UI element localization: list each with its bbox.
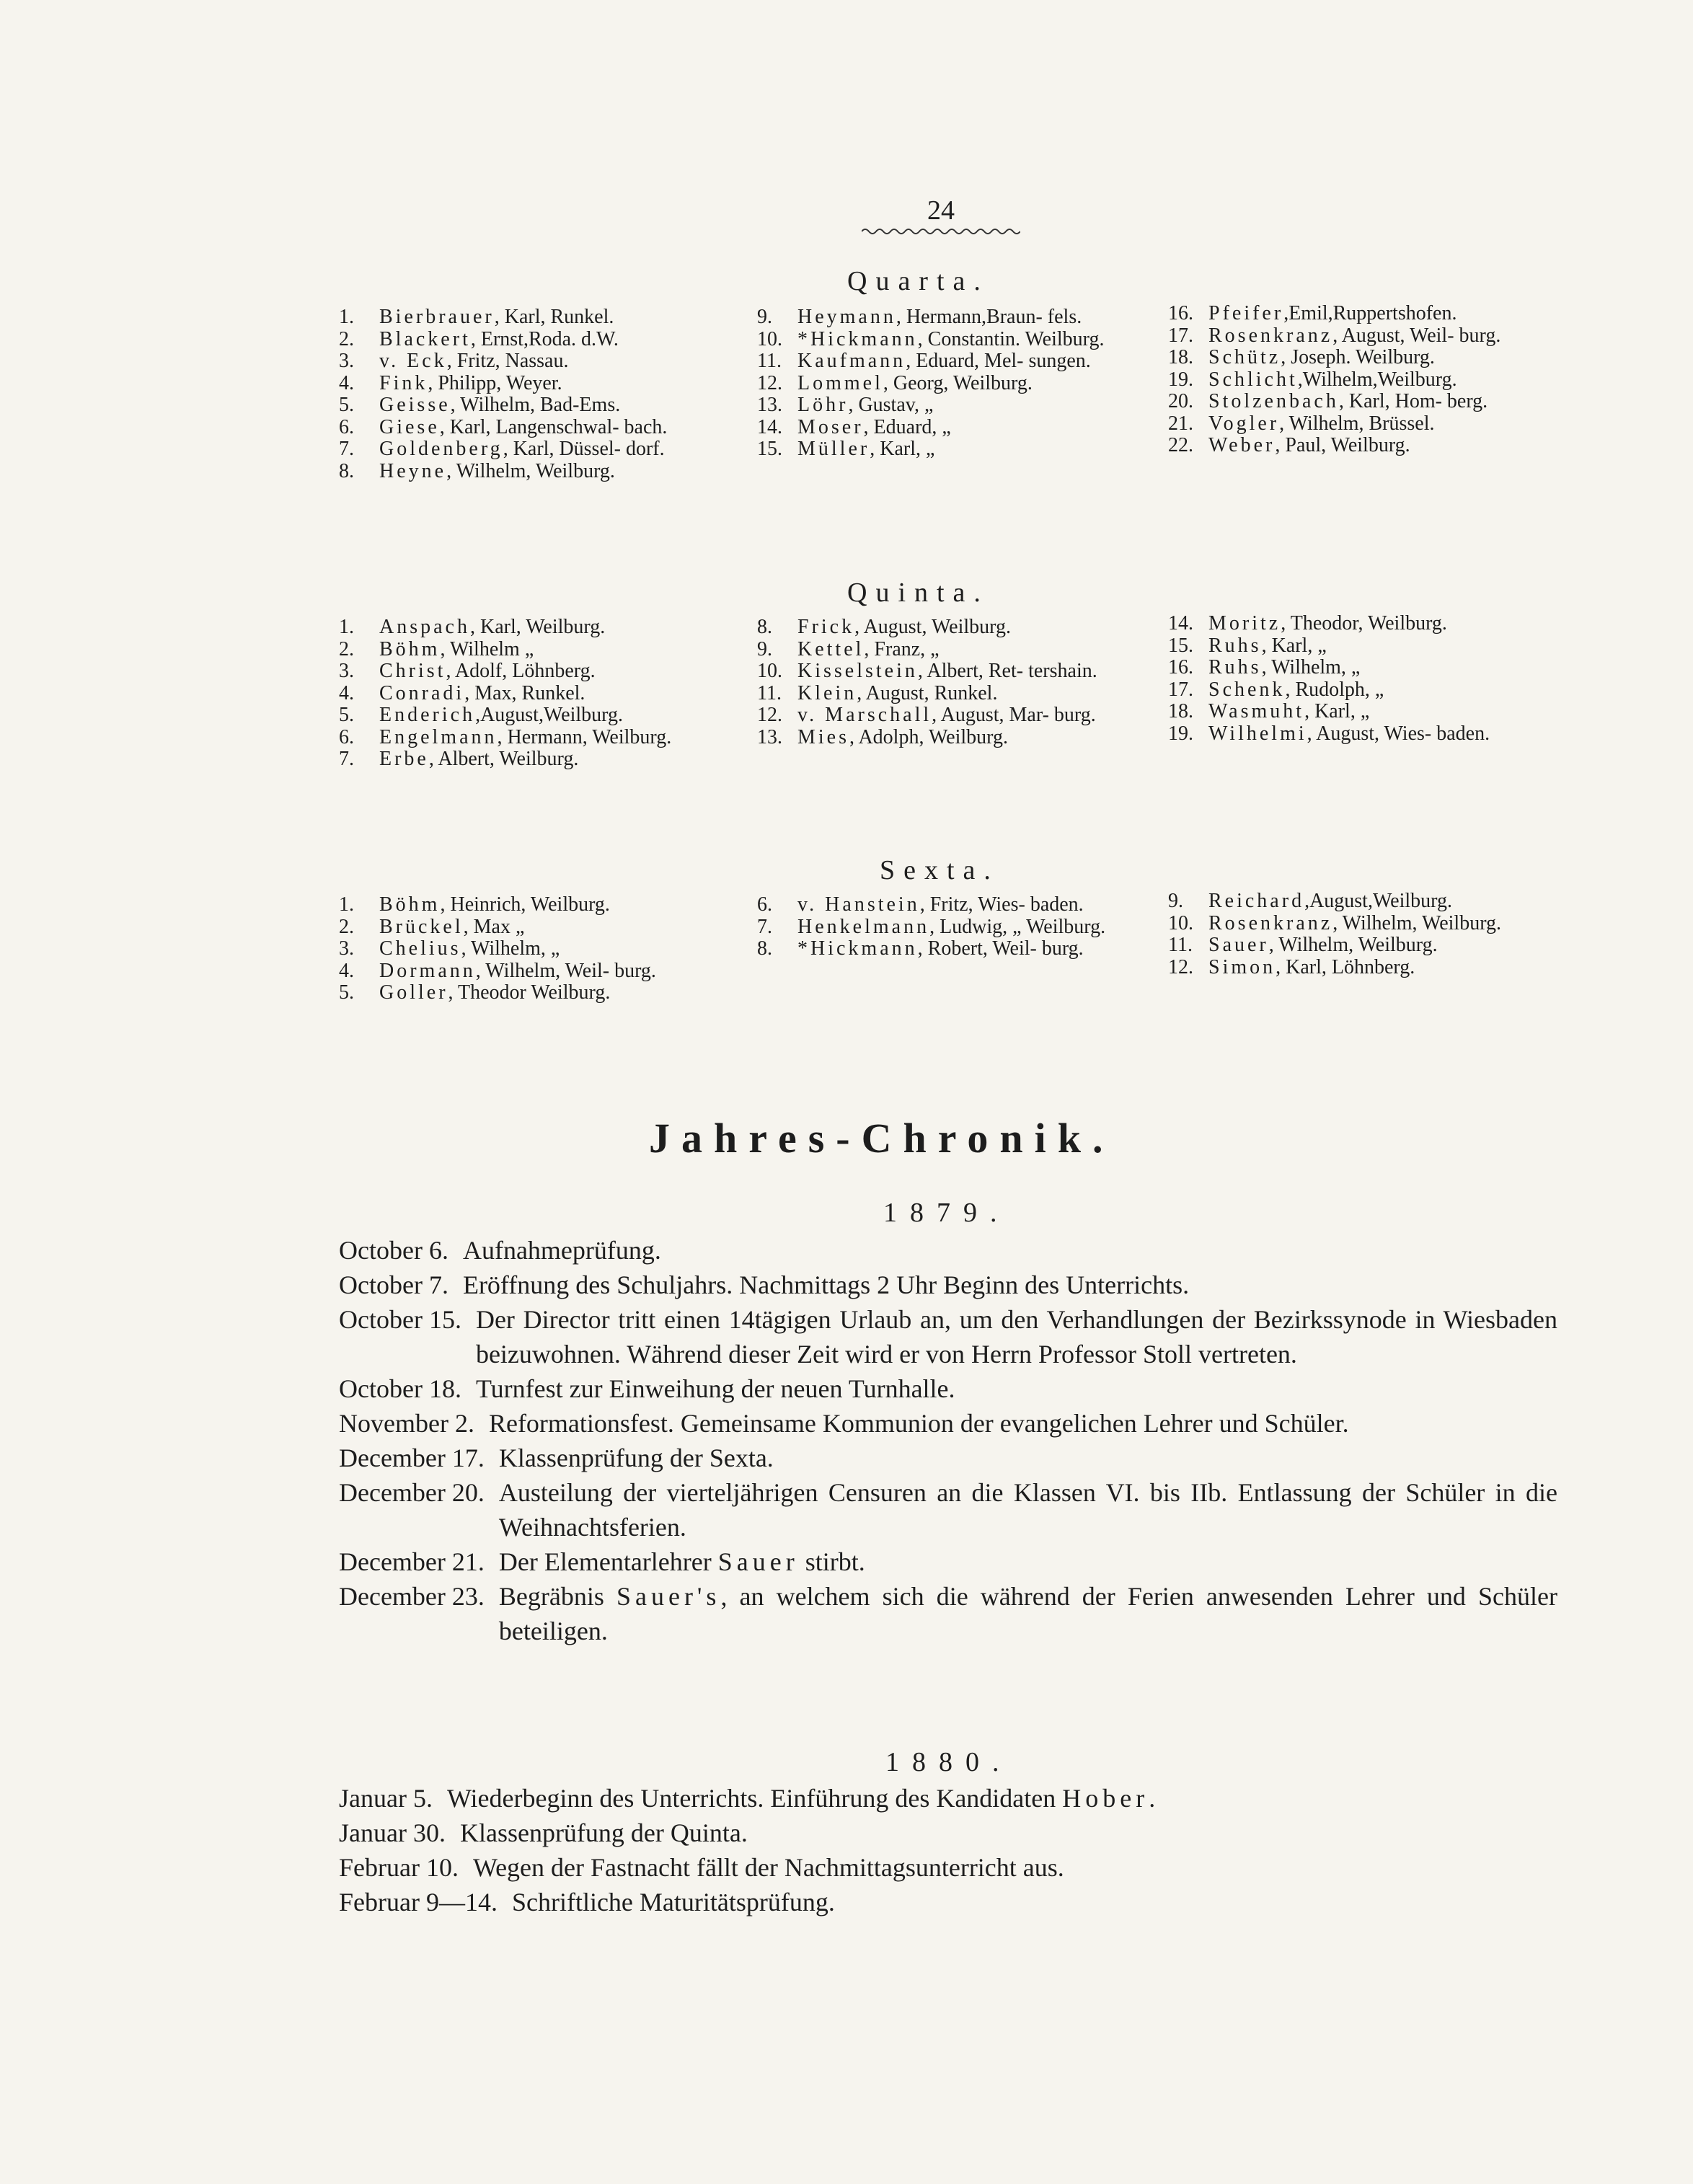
student-details: , Heinrich, Weilburg.	[440, 893, 610, 916]
student-entry	[1168, 723, 1572, 746]
student-surname: Simon	[1208, 955, 1276, 978]
student-entry	[1168, 913, 1572, 935]
student-surname: Giese	[379, 415, 440, 438]
student-details: , Fritz, Nassau.	[446, 350, 569, 372]
chronicle-entry	[339, 1781, 1557, 1816]
student-surname: Blackert	[379, 327, 471, 350]
chronicle-date: Februar 10.	[339, 1853, 459, 1882]
entry-number: 17.	[1168, 324, 1193, 347]
chronicle-text	[447, 1781, 1557, 1816]
student-details: , Karl, Hom- berg.	[1338, 390, 1488, 412]
student-entry	[757, 704, 1161, 727]
student-entry	[339, 683, 743, 705]
entry-number: 4.	[339, 371, 354, 394]
student-surname: Moritz	[1208, 612, 1281, 635]
student-details: , August, Weilburg.	[854, 616, 1011, 638]
entry-number: 19.	[1168, 368, 1193, 391]
chronicle-entry	[339, 1816, 1557, 1850]
student-entry	[757, 938, 1161, 960]
section-title-quinta: Quinta.	[847, 578, 989, 608]
student-details: , Eduard, „	[863, 415, 951, 438]
student-surname: Brückel	[379, 915, 464, 938]
chronicle-text	[499, 1579, 1557, 1648]
student-entry	[339, 639, 743, 661]
chronicle-entries-1879	[339, 1233, 1557, 1648]
sexta-column-3	[1168, 890, 1572, 978]
entry-number: 3.	[339, 350, 354, 372]
student-surname: Goller	[379, 981, 448, 1004]
student-surname: v. Marschall	[797, 704, 932, 726]
student-details: , Paul, Weilburg.	[1275, 434, 1410, 456]
student-surname: Conradi	[379, 681, 465, 704]
student-surname: Ruhs	[1208, 656, 1262, 678]
student-entry	[1168, 957, 1572, 979]
student-entry	[339, 894, 743, 916]
student-entry	[339, 306, 743, 329]
entry-number: 14.	[757, 415, 782, 438]
chronicle-person-name: Hober	[1062, 1784, 1149, 1813]
chronicle-text-post: stirbt.	[798, 1547, 865, 1576]
entry-number: 3.	[339, 937, 354, 960]
student-surname: Anspach	[379, 616, 470, 638]
student-details: , August, Mar- burg.	[932, 704, 1096, 726]
student-entry	[339, 329, 743, 351]
student-surname: Dormann	[379, 959, 476, 982]
student-entry	[1168, 679, 1572, 702]
entry-number: 5.	[339, 704, 354, 726]
student-details: , Wilhelm, „	[461, 937, 560, 960]
student-entry	[1168, 413, 1572, 436]
entry-number: 20.	[1168, 390, 1193, 412]
student-details: , Max, Runkel.	[464, 681, 585, 704]
student-surname: Reichard	[1208, 890, 1305, 912]
entry-number: 21.	[1168, 412, 1193, 435]
student-surname: Sauer	[1208, 934, 1269, 956]
sexta-column-2	[757, 894, 1161, 960]
year-1880: 1880.	[885, 1747, 1012, 1777]
student-surname: Bierbrauer	[379, 306, 495, 328]
student-details: , Constantin. Weilburg.	[917, 327, 1105, 350]
student-details: , Adolf, Löhnberg.	[446, 660, 596, 682]
student-entry	[339, 616, 743, 639]
student-entry	[1168, 435, 1572, 457]
chronicle-entry	[339, 1885, 1557, 1919]
entry-number: 4.	[339, 681, 354, 704]
page-number: 24	[927, 195, 955, 226]
year-1879: 1879.	[883, 1198, 1010, 1228]
entry-number: 8.	[339, 459, 354, 482]
entry-number: 15.	[1168, 634, 1193, 657]
student-surname: Weber	[1208, 434, 1276, 456]
student-details: , Fritz, Wies- baden.	[919, 893, 1084, 916]
section-title-quarta: Quarta.	[847, 266, 989, 296]
entry-number: 5.	[339, 394, 354, 416]
student-entry	[1168, 934, 1572, 957]
chronicle-entry	[339, 1475, 1557, 1544]
chronicle-text-pre: Begräbnis	[498, 1582, 616, 1611]
student-details: , Theodor, Weilburg.	[1281, 612, 1447, 635]
entry-number: 2.	[339, 915, 354, 938]
student-details: , Philipp, Weyer.	[428, 371, 562, 394]
entry-number: 17.	[1168, 678, 1193, 701]
student-entry	[339, 960, 743, 983]
chronicle-entry	[339, 1579, 1557, 1648]
student-details: ,Emil,Ruppertshofen.	[1283, 302, 1457, 324]
chronicle-text: Aufnahmeprüfung.	[462, 1236, 661, 1265]
student-entry	[339, 438, 743, 461]
student-details: , Wilhelm, Weilburg.	[446, 459, 615, 482]
quarta-column-1	[339, 306, 743, 482]
student-entry	[757, 916, 1161, 939]
student-details: , Rudolph, „	[1285, 678, 1384, 701]
student-surname: Schlicht	[1208, 368, 1298, 391]
student-details: ,Wilhelm,Weilburg.	[1297, 368, 1457, 391]
chronicle-entry	[339, 1544, 1557, 1579]
student-details: , Joseph. Weilburg.	[1281, 346, 1435, 368]
quarta-column-3	[1168, 303, 1572, 457]
entry-number: 13.	[757, 394, 782, 416]
chronicle-entry	[339, 1441, 1557, 1475]
student-surname: v. Hanstein	[797, 893, 920, 916]
chronicle-text: Klassenprüfung der Sexta.	[498, 1444, 774, 1472]
entry-number: 14.	[1168, 612, 1193, 635]
chronicle-text-post: , an welchem sich die während der Ferien anwesenden Lehrer und Schüler beteiligen.	[498, 1582, 1557, 1645]
student-details: , Albert, Ret- tershain.	[917, 660, 1097, 682]
entry-number: 2.	[339, 327, 354, 350]
student-surname: Frick	[797, 616, 855, 638]
student-details: , Wilhelm, Weilburg.	[1268, 934, 1438, 956]
student-surname: Müller	[797, 438, 870, 460]
student-surname: Moser	[797, 415, 864, 438]
entry-number: 2.	[339, 637, 354, 660]
student-surname: Engelmann	[379, 725, 498, 748]
student-entry	[757, 417, 1161, 439]
chronicle-entry	[339, 1268, 1557, 1302]
student-entry	[339, 350, 743, 373]
chronicle-date: October 6.	[339, 1236, 448, 1265]
entry-number: 11.	[757, 350, 782, 372]
student-details: , Wilhelm, Bad-Ems.	[450, 394, 621, 416]
student-surname: Kaufmann	[797, 350, 906, 372]
student-details: , Karl, „	[870, 438, 935, 460]
chronicle-date: December 17.	[339, 1444, 485, 1472]
student-details: , Karl, Runkel.	[494, 306, 614, 328]
chronicle-heading: Jahres-Chronik.	[649, 1115, 1115, 1162]
chronicle-date: November 2.	[339, 1409, 474, 1438]
student-details: , Theodor Weilburg.	[448, 981, 611, 1004]
student-details: , Adolph, Weilburg.	[849, 725, 1008, 748]
entry-number: 9.	[757, 306, 772, 328]
student-surname: Schütz	[1208, 346, 1281, 368]
student-details: , August, Weil- burg.	[1332, 324, 1501, 347]
chronicle-entry	[339, 1233, 1557, 1268]
quinta-column-1	[339, 616, 743, 771]
student-surname: Klein	[797, 681, 857, 704]
student-surname: Kisselstein	[797, 660, 918, 682]
entry-number: 10.	[757, 327, 782, 350]
student-surname: Chelius	[379, 937, 461, 960]
chronicle-text: Turnfest zur Einweihung der neuen Turnhalle.	[475, 1374, 955, 1403]
wavy-rule-ornament	[862, 226, 1020, 236]
student-surname: Wasmuht	[1208, 700, 1305, 722]
chronicle-date: December 21.	[339, 1547, 485, 1576]
student-entry	[339, 660, 743, 683]
student-entry	[757, 894, 1161, 916]
section-title-sexta: Sexta.	[880, 855, 999, 885]
student-details: , Wilhelm, „	[1261, 656, 1361, 678]
student-entry	[757, 329, 1161, 351]
entry-number: 5.	[339, 981, 354, 1004]
student-entry	[339, 461, 743, 483]
student-entry	[757, 350, 1161, 373]
student-surname: Ruhs	[1208, 634, 1262, 657]
student-surname: Mies	[797, 725, 849, 748]
chronicle-text: Klassenprüfung der Quinta.	[459, 1818, 748, 1847]
chronicle-entry	[339, 1371, 1557, 1406]
student-details: , Karl, Löhnberg.	[1276, 955, 1415, 978]
student-entry	[339, 916, 743, 939]
entry-number: 7.	[339, 748, 354, 770]
student-entry	[757, 394, 1161, 417]
student-details: , Karl, „	[1261, 634, 1327, 657]
student-details: , Wilhelm, Weil- burg.	[475, 959, 656, 982]
chronicle-date: October 15.	[339, 1305, 461, 1334]
chronicle-entry	[339, 1406, 1557, 1441]
student-surname: Fink	[379, 371, 428, 394]
chronicle-date: October 7.	[339, 1270, 448, 1299]
chronicle-text-pre: Der Elementarlehrer	[498, 1547, 718, 1576]
student-entry	[1168, 890, 1572, 913]
chronicle-text: Reformationsfest. Gemeinsame Kommunion der evangelichen Lehrer und Schüler.	[488, 1409, 1349, 1438]
student-surname: Wilhelmi	[1208, 722, 1307, 745]
student-surname: Lommel	[797, 371, 883, 394]
student-entry	[757, 639, 1161, 661]
student-entry	[339, 373, 743, 395]
quinta-column-3	[1168, 613, 1572, 745]
entry-number: 16.	[1168, 656, 1193, 678]
student-details: , Karl, Weilburg.	[469, 616, 606, 638]
student-details: , Hermann,Braun- fels.	[896, 306, 1082, 328]
student-details: , Wilhelm, Weilburg.	[1332, 911, 1502, 934]
student-entry	[757, 438, 1161, 461]
entry-number: 9.	[757, 637, 772, 660]
student-entry	[339, 417, 743, 439]
student-entry	[1168, 303, 1572, 325]
entry-number: 11.	[1168, 934, 1193, 956]
student-surname: Henkelmann	[797, 915, 930, 938]
chronicle-text-pre: Wiederbeginn des Unterrichts. Einführung des Kandidaten	[446, 1784, 1063, 1813]
chronicle-date: Januar 30.	[339, 1818, 446, 1847]
entry-number: 6.	[339, 415, 354, 438]
entry-number: 22.	[1168, 434, 1193, 456]
student-details: , August, Wies- baden.	[1307, 722, 1490, 745]
entry-number: 4.	[339, 959, 354, 982]
entry-number: 12.	[757, 704, 782, 726]
sexta-column-1	[339, 894, 743, 1004]
chronicle-date: December 20.	[339, 1478, 485, 1507]
student-entry	[339, 727, 743, 749]
student-surname: Rosenkranz	[1208, 911, 1333, 934]
student-details: , Robert, Weil- burg.	[917, 937, 1084, 960]
entry-number: 1.	[339, 893, 354, 916]
student-surname: Rosenkranz	[1208, 324, 1333, 347]
chronicle-text: Der Director tritt einen 14tägigen Urlaub an, um den Verhandlungen der Bezirkssynode in Wiesbaden beizuwohnen. Während dieser Zeit wird er von Herrn Professor Stoll vertreten.	[475, 1305, 1557, 1369]
student-entry	[1168, 613, 1572, 635]
student-details: , August, Runkel.	[857, 681, 998, 704]
student-entry	[1168, 635, 1572, 658]
entry-number: 11.	[757, 681, 782, 704]
entry-number: 6.	[339, 725, 354, 748]
student-details: , Franz, „	[864, 637, 940, 660]
student-surname: Heyne	[379, 459, 447, 482]
student-details: , Karl, Düssel- dorf.	[503, 438, 665, 460]
entry-number: 1.	[339, 616, 354, 638]
student-entry	[339, 394, 743, 417]
student-entry	[757, 373, 1161, 395]
student-surname: Pfeifer	[1208, 302, 1284, 324]
student-details: , Hermann, Weilburg.	[497, 725, 672, 748]
student-details: ,August,Weilburg.	[475, 704, 623, 726]
entry-number: 18.	[1168, 700, 1193, 722]
chronicle-text-post: .	[1149, 1784, 1156, 1813]
entry-number: 1.	[339, 306, 354, 328]
student-details: , Karl, Langenschwal- bach.	[439, 415, 668, 438]
student-entry	[757, 683, 1161, 705]
student-entry	[1168, 369, 1572, 392]
student-details: , Gustav, „	[848, 394, 934, 416]
entry-number: 15.	[757, 438, 782, 460]
student-surname: Erbe	[379, 748, 429, 770]
student-entry	[757, 660, 1161, 683]
entry-number: 19.	[1168, 722, 1193, 745]
student-surname: Geisse	[379, 394, 451, 416]
student-surname: Kettel	[797, 637, 865, 660]
student-entry	[339, 938, 743, 960]
student-surname: *Hickmann	[797, 937, 918, 960]
chronicle-entry	[339, 1850, 1557, 1885]
student-surname: Vogler	[1208, 412, 1280, 435]
entry-number: 13.	[757, 725, 782, 748]
student-surname: v. Eck	[379, 350, 447, 372]
chronicle-entries-1880	[339, 1781, 1557, 1919]
student-details: , Wilhelm, Brüssel.	[1279, 412, 1435, 435]
student-details: ,August,Weilburg.	[1304, 890, 1452, 912]
entry-number: 8.	[757, 937, 772, 960]
entry-number: 12.	[1168, 955, 1193, 978]
entry-number: 10.	[757, 660, 782, 682]
quarta-column-2	[757, 306, 1161, 461]
student-entry	[339, 748, 743, 771]
chronicle-text: Schriftliche Maturitätsprüfung.	[511, 1888, 835, 1916]
entry-number: 7.	[339, 438, 354, 460]
student-details: , Max „	[463, 915, 525, 938]
entry-number: 3.	[339, 660, 354, 682]
student-entry	[339, 982, 743, 1004]
entry-number: 6.	[757, 893, 772, 916]
chronicle-entry	[339, 1302, 1557, 1371]
student-entry	[757, 616, 1161, 639]
student-details: , Georg, Weilburg.	[883, 371, 1033, 394]
entry-number: 18.	[1168, 346, 1193, 368]
student-surname: Löhr	[797, 394, 849, 416]
student-details: , Karl, „	[1304, 700, 1370, 722]
entry-number: 12.	[757, 371, 782, 394]
student-details: , Wilhelm „	[440, 637, 534, 660]
student-entry	[339, 704, 743, 727]
student-surname: Enderich	[379, 704, 476, 726]
chronicle-text: Wegen der Fastnacht fällt der Nachmittagsunterricht aus.	[472, 1853, 1064, 1882]
student-surname: Stolzenbach	[1208, 390, 1339, 412]
student-entry	[1168, 391, 1572, 413]
entry-number: 10.	[1168, 911, 1193, 934]
entry-number: 16.	[1168, 302, 1193, 324]
quinta-column-2	[757, 616, 1161, 748]
student-details: , Albert, Weilburg.	[428, 748, 579, 770]
entry-number: 9.	[1168, 890, 1183, 912]
chronicle-text	[499, 1544, 1557, 1579]
student-surname: Goldenberg	[379, 438, 503, 460]
chronicle-person-name: Sauer's	[616, 1582, 721, 1611]
student-surname: Christ	[379, 660, 446, 682]
student-entry	[1168, 347, 1572, 369]
student-surname: Schenk	[1208, 678, 1286, 701]
student-entry	[1168, 701, 1572, 723]
student-details: , Eduard, Mel- sungen.	[906, 350, 1091, 372]
entry-number: 7.	[757, 915, 772, 938]
chronicle-person-name: Sauer	[717, 1547, 799, 1576]
student-entry	[1168, 657, 1572, 679]
student-entry	[757, 306, 1161, 329]
entry-number: 8.	[757, 616, 772, 638]
chronicle-date: Januar 5.	[339, 1784, 433, 1813]
student-surname: Heymann	[797, 306, 896, 328]
chronicle-text: Eröffnung des Schuljahrs. Nachmittags 2 Uhr Beginn des Unterrichts.	[462, 1270, 1190, 1299]
student-details: , Ludwig, „ Weilburg.	[929, 915, 1106, 938]
chronicle-text: Austeilung der vierteljährigen Censuren an die Klassen VI. bis IIb. Entlassung der Schüler in die Weihnachtsferien.	[498, 1478, 1557, 1542]
chronicle-date: December 23.	[339, 1582, 485, 1611]
student-entry	[757, 727, 1161, 749]
student-details: , Ernst,Roda. d.W.	[470, 327, 619, 350]
student-entry	[1168, 325, 1572, 348]
chronicle-date: October 18.	[339, 1374, 461, 1403]
student-surname: Böhm	[379, 637, 441, 660]
student-surname: *Hickmann	[797, 327, 918, 350]
chronicle-date: Februar 9—14.	[339, 1888, 498, 1916]
student-surname: Böhm	[379, 893, 441, 916]
